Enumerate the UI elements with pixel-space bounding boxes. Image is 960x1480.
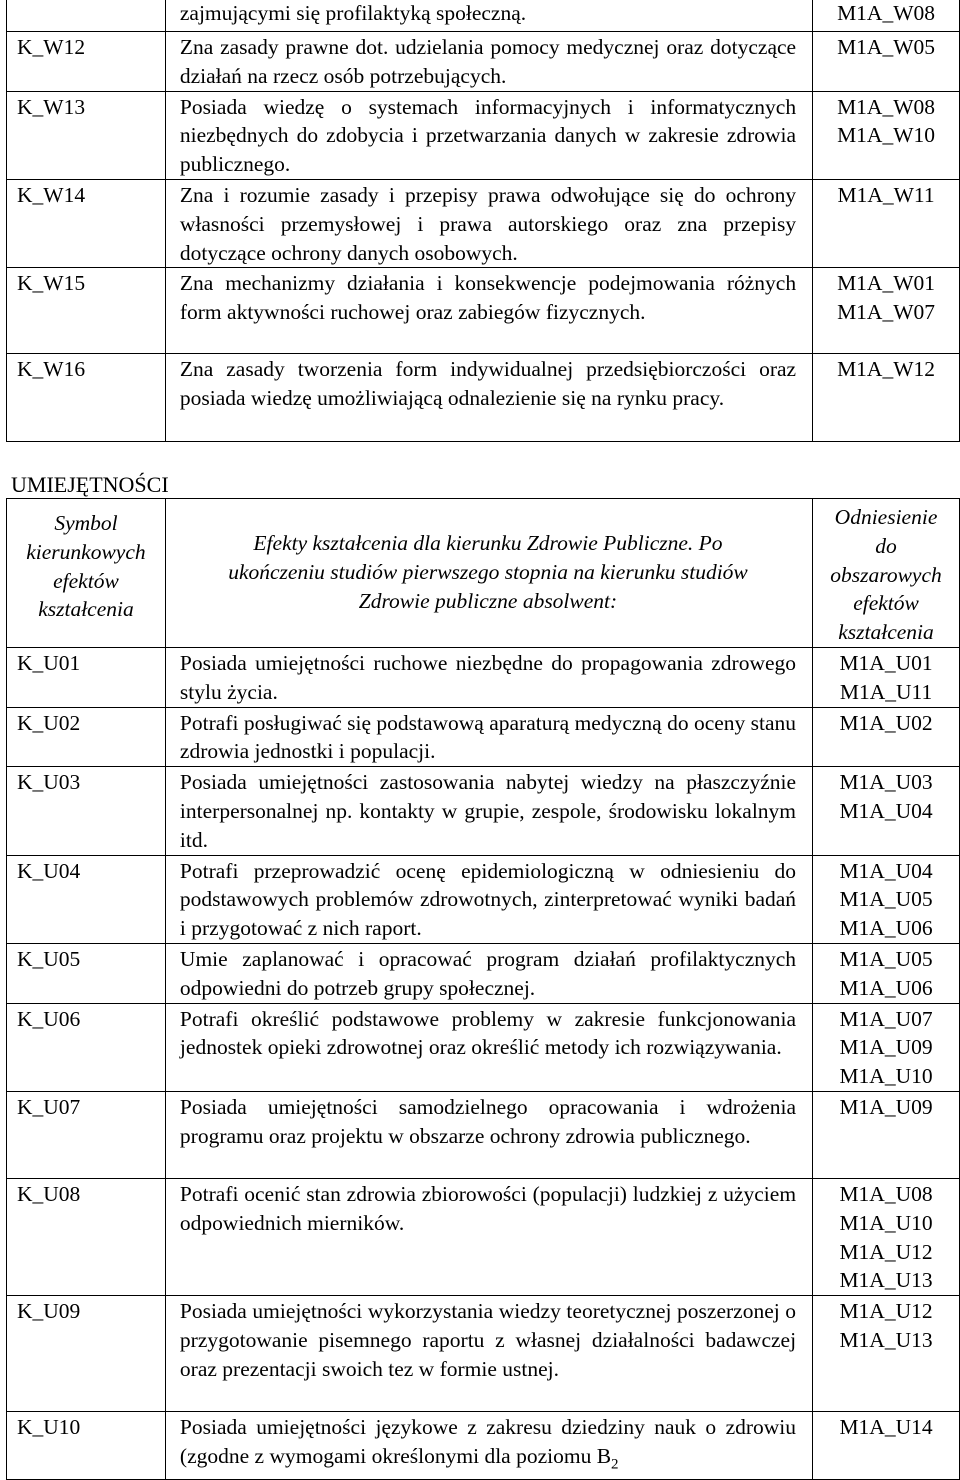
reference-code: M1A_U12 xyxy=(839,1299,933,1324)
table-row xyxy=(7,179,960,267)
header-symbol-line: Symbol xyxy=(54,511,118,535)
description-text: Umie zaplanować i opracować program działań profilaktycznych odpowiedni do potrzeb grupy społecznej. xyxy=(179,946,797,1000)
table-row xyxy=(7,0,960,32)
description-text: Posiada umiejętności samodzielnego opracowania i wdrożenia programu oraz projektu w obszarze ochrony zdrowia publicznego. xyxy=(179,1094,797,1148)
description-text: Posiada wiedzę o systemach informacyjnych i informatycznych niezbędnych do zdobycia i przetwarzania danych w zakresie zdrowia publicznego. xyxy=(179,94,797,177)
symbol-cell: K_U04 xyxy=(7,855,166,943)
header-ref-line: obszarowych xyxy=(830,562,942,587)
reference-code: M1A_W11 xyxy=(837,182,935,207)
reference-code: M1A_U06 xyxy=(839,975,933,1000)
skills-table xyxy=(6,498,960,1480)
reference-code: M1A_W08 xyxy=(837,1,935,25)
symbol-cell: K_W12 xyxy=(7,32,166,92)
reference-cell xyxy=(813,0,960,32)
description-cell xyxy=(165,0,812,32)
description-text: Potrafi ocenić stan zdrowia zbiorowości (populacji) ludzkiej z użyciem odpowiednich mierników. xyxy=(179,1181,797,1235)
reference-code: M1A_U01 xyxy=(839,650,933,675)
reference-code: M1A_U04 xyxy=(839,798,933,823)
header-reference xyxy=(813,499,960,648)
section-heading-skills: UMIEJĘTNOŚCI xyxy=(11,472,169,497)
header-desc-line: ukończeniu studiów pierwszego stopnia na kierunku studiów xyxy=(228,559,748,584)
reference-cell xyxy=(813,179,960,267)
reference-code: M1A_U13 xyxy=(839,1268,933,1293)
table-row xyxy=(7,707,960,767)
reference-code: M1A_U13 xyxy=(839,1327,933,1352)
reference-cell xyxy=(813,32,960,92)
reference-cell xyxy=(813,1003,960,1091)
table-row xyxy=(7,647,960,707)
header-desc-line: Efekty kształcenia dla kierunku Zdrowie Publiczne. Po xyxy=(253,531,723,555)
reference-cell xyxy=(813,943,960,1003)
symbol-cell: K_U01 xyxy=(7,647,166,707)
symbol-cell: K_U09 xyxy=(7,1296,166,1412)
knowledge-table xyxy=(6,0,960,442)
table-header-row xyxy=(7,499,960,648)
reference-code: M1A_U06 xyxy=(839,916,933,941)
description-text: Posiada umiejętności ruchowe niezbędne do propagowania zdrowego stylu życia. xyxy=(179,650,797,704)
reference-cell xyxy=(813,1412,960,1480)
reference-code: M1A_U04 xyxy=(839,858,933,883)
reference-code: M1A_W07 xyxy=(837,300,935,325)
header-desc-line: Zdrowie publiczne absolwent: xyxy=(358,588,618,613)
table-row xyxy=(7,1003,960,1091)
symbol-cell xyxy=(7,0,166,32)
description-cell xyxy=(165,1412,812,1480)
reference-cell xyxy=(813,1091,960,1178)
header-ref-line: Odniesienie xyxy=(834,505,938,529)
table-row xyxy=(7,1091,960,1178)
description-text: Potrafi przeprowadzić ocenę epidemiologiczną w odniesieniu do podstawowych problemów zdrowotnych, zinterpretować wyniki badań i przygotować z nich raport. xyxy=(179,858,797,941)
description-text: Potrafi określić podstawowe problemy w zakresie funkcjonowania jednostek opieki zdrowotnej oraz określić metody ich rozwiązywania. xyxy=(179,1006,797,1060)
description-text: Zna mechanizmy działania i konsekwencje podejmowania różnych form aktywności ruchowej oraz zabiegów fizycznych. xyxy=(179,271,797,325)
reference-code: M1A_U09 xyxy=(839,1035,933,1060)
reference-cell xyxy=(813,1178,960,1295)
reference-code: M1A_U09 xyxy=(839,1094,933,1119)
description-cell xyxy=(165,1003,812,1091)
reference-code: M1A_U03 xyxy=(839,770,933,795)
description-cell xyxy=(165,707,812,767)
symbol-cell: K_W14 xyxy=(7,179,166,267)
reference-code: M1A_U05 xyxy=(839,946,933,971)
table-row xyxy=(7,1412,960,1480)
reference-cell xyxy=(813,767,960,855)
reference-code: M1A_U08 xyxy=(839,1181,933,1206)
description-subscript: 2 xyxy=(611,1456,619,1473)
table-row xyxy=(7,354,960,442)
description-cell xyxy=(165,1296,812,1412)
description-text: Posiada umiejętności zastosowania nabytej wiedzy na płaszczyźnie interpersonalnej np. kontakty w grupie, zespole, środowisku lokalnym itd. xyxy=(179,770,797,852)
description-cell xyxy=(165,32,812,92)
description-text: Potrafi posługiwać się podstawową aparaturą medyczną do oceny stanu zdrowia jednostki i populacji. xyxy=(179,710,797,764)
table-row xyxy=(7,91,960,179)
description-cell xyxy=(165,647,812,707)
reference-cell xyxy=(813,647,960,707)
reference-code: M1A_U12 xyxy=(839,1239,933,1264)
symbol-cell: K_W13 xyxy=(7,91,166,179)
header-description xyxy=(165,499,812,648)
header-symbol-line: efektów xyxy=(53,568,119,593)
reference-cell xyxy=(813,268,960,354)
table-row xyxy=(7,767,960,855)
description-cell xyxy=(165,1178,812,1295)
symbol-cell: K_U07 xyxy=(7,1091,166,1178)
reference-code: M1A_U11 xyxy=(839,679,933,704)
symbol-cell: K_U08 xyxy=(7,1178,166,1295)
reference-code: M1A_U02 xyxy=(839,710,933,735)
description-text: zajmującymi się profilaktyką społeczną. xyxy=(179,1,527,25)
description-text: Posiada umiejętności wykorzystania wiedzy teoretycznej poszerzonej o przygotowanie pisemnego raportu z własnej działalności badawczej oraz prezentacji swoich tez w formie ustnej. xyxy=(179,1299,797,1381)
table-row xyxy=(7,32,960,92)
table-row xyxy=(7,1178,960,1295)
symbol-cell: K_U03 xyxy=(7,767,166,855)
reference-code: M1A_U10 xyxy=(839,1210,933,1235)
description-cell xyxy=(165,855,812,943)
header-symbol-line: kształcenia xyxy=(38,597,134,622)
description-cell xyxy=(165,1091,812,1178)
reference-cell xyxy=(813,354,960,442)
reference-cell xyxy=(813,707,960,767)
description-cell xyxy=(165,179,812,267)
reference-code: M1A_W01 xyxy=(837,271,935,296)
reference-code: M1A_U07 xyxy=(839,1006,933,1031)
table-row xyxy=(7,855,960,943)
description-cell xyxy=(165,91,812,179)
reference-cell xyxy=(813,91,960,179)
header-ref-line: efektów xyxy=(853,591,919,616)
description-cell xyxy=(165,767,812,855)
symbol-cell: K_W16 xyxy=(7,354,166,442)
description-cell xyxy=(165,943,812,1003)
reference-code: M1A_W08 xyxy=(837,94,935,119)
reference-code: M1A_W05 xyxy=(837,35,935,59)
description-text: Zna zasady tworzenia form indywidualnej przedsiębiorczości oraz posiada wiedzę umożliwiającą odnalezienie się na rynku pracy. xyxy=(179,357,797,411)
symbol-cell: K_W15 xyxy=(7,268,166,354)
table-row xyxy=(7,1296,960,1412)
reference-code: M1A_U14 xyxy=(839,1415,933,1440)
table-row xyxy=(7,943,960,1003)
description-text: Zna zasady prawne dot. udzielania pomocy medycznej oraz dotyczące działań na rzecz osób potrzebujących. xyxy=(179,35,797,88)
description-text: Zna i rozumie zasady i przepisy prawa odwołujące się do ochrony własności przemysłowej i prawa autorskiego oraz zna przepisy dotyczące ochrony danych osobowych. xyxy=(179,182,797,265)
description-cell xyxy=(165,268,812,354)
description-text: Posiada umiejętności językowe z zakresu dziedziny nauk o zdrowiu (zgodne z wymogami określonymi dla poziomu B xyxy=(179,1415,797,1468)
symbol-cell: K_U02 xyxy=(7,707,166,767)
reference-code: M1A_U05 xyxy=(839,887,933,912)
reference-cell xyxy=(813,855,960,943)
symbol-cell: K_U05 xyxy=(7,943,166,1003)
header-symbol-line: kierunkowych xyxy=(26,539,146,564)
header-ref-line: do xyxy=(875,533,897,558)
header-ref-line: kształcenia xyxy=(838,620,934,645)
table-row xyxy=(7,268,960,354)
symbol-cell: K_U10 xyxy=(7,1412,166,1480)
header-symbol xyxy=(7,499,166,648)
description-cell xyxy=(165,354,812,442)
reference-code: M1A_W12 xyxy=(837,357,935,382)
reference-cell xyxy=(813,1296,960,1412)
reference-code: M1A_W10 xyxy=(837,123,935,148)
symbol-cell: K_U06 xyxy=(7,1003,166,1091)
reference-code: M1A_U10 xyxy=(839,1064,933,1089)
